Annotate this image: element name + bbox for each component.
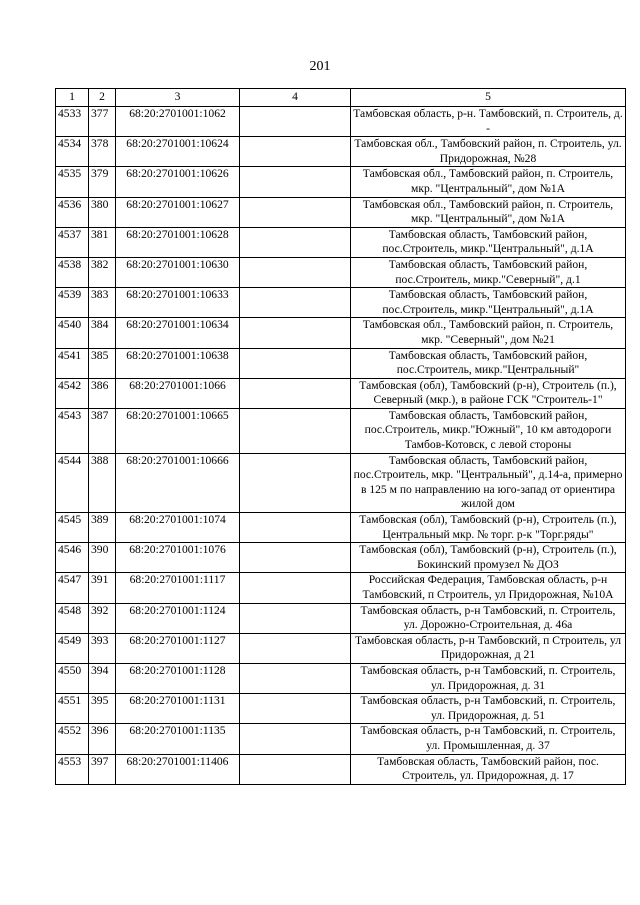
column-header: 4: [240, 89, 351, 107]
column-4-cell: [240, 724, 351, 754]
row-subnumber-cell: 387: [89, 408, 116, 453]
table-row: [56, 378, 626, 408]
cadastral-number-cell: 68:20:2701001:10628: [116, 227, 240, 257]
row-number-cell: 4544: [56, 453, 89, 512]
cadastral-number-cell: 68:20:2701001:10624: [116, 137, 240, 167]
column-4-cell: [240, 378, 351, 408]
cadastral-number-cell: 68:20:2701001:1128: [116, 663, 240, 693]
row-number-cell: 4548: [56, 603, 89, 633]
cadastral-number-cell: 68:20:2701001:10665: [116, 408, 240, 453]
column-4-cell: [240, 543, 351, 573]
table-row: [56, 633, 626, 663]
address-cell: Тамбовская обл., Тамбовский район, п. Строитель, мкр. "Центральный", дом №1А: [351, 197, 626, 227]
column-4-cell: [240, 107, 351, 137]
cadastral-number-cell: 68:20:2701001:10638: [116, 348, 240, 378]
address-cell: Тамбовская (обл), Тамбовский (р-н), Строитель (п.), Центральный мкр. № торг. р-к "Торг.ряды": [351, 513, 626, 543]
row-number-cell: 4539: [56, 288, 89, 318]
row-subnumber-cell: 377: [89, 107, 116, 137]
header-row: [56, 89, 626, 107]
table-row: [56, 227, 626, 257]
row-number-cell: 4534: [56, 137, 89, 167]
row-number-cell: 4541: [56, 348, 89, 378]
row-subnumber-cell: 379: [89, 167, 116, 197]
address-cell: Тамбовская область, р-н Тамбовский, п. Строитель, ул. Промышленная, д. 37: [351, 724, 626, 754]
row-number-cell: 4537: [56, 227, 89, 257]
row-subnumber-cell: 389: [89, 513, 116, 543]
row-subnumber-cell: 378: [89, 137, 116, 167]
cadastral-number-cell: 68:20:2701001:1062: [116, 107, 240, 137]
cadastral-number-cell: 68:20:2701001:11406: [116, 754, 240, 784]
cadastral-number-cell: 68:20:2701001:1117: [116, 573, 240, 603]
row-number-cell: 4552: [56, 724, 89, 754]
row-number-cell: 4549: [56, 633, 89, 663]
row-number-cell: 4538: [56, 257, 89, 287]
address-cell: Тамбовская область, р-н. Тамбовский, п. Строитель, д. -: [351, 107, 626, 137]
address-cell: Российская Федерация, Тамбовская область, р-н Тамбовский, п Строитель, ул Придорожная, №10А: [351, 573, 626, 603]
column-header: 1: [56, 89, 89, 107]
table-row: [56, 348, 626, 378]
table-row: [56, 543, 626, 573]
table-row: [56, 197, 626, 227]
address-cell: Тамбовская область, р-н Тамбовский, п. Строитель, ул. Придорожная, д. 51: [351, 694, 626, 724]
column-4-cell: [240, 754, 351, 784]
column-4-cell: [240, 318, 351, 348]
table-row: [56, 288, 626, 318]
page-number: 201: [309, 59, 331, 74]
row-subnumber-cell: 381: [89, 227, 116, 257]
row-subnumber-cell: 394: [89, 663, 116, 693]
column-4-cell: [240, 603, 351, 633]
column-4-cell: [240, 197, 351, 227]
row-number-cell: 4533: [56, 107, 89, 137]
row-subnumber-cell: 396: [89, 724, 116, 754]
address-cell: Тамбовская область, Тамбовский район, пос.Строитель, микр."Северный", д.1: [351, 257, 626, 287]
address-cell: Тамбовская область, р-н Тамбовский, п. Строитель, ул. Придорожная, д. 31: [351, 663, 626, 693]
address-cell: Тамбовская (обл), Тамбовский (р-н), Строитель (п.), Северный (мкр.), в районе ГСК "Строитель-1": [351, 378, 626, 408]
column-header: 5: [351, 89, 626, 107]
cadastral-number-cell: 68:20:2701001:1066: [116, 378, 240, 408]
table-row: [56, 573, 626, 603]
address-cell: Тамбовская обл., Тамбовский район, п. Строитель, ул. Придорожная, №28: [351, 137, 626, 167]
table-row: [56, 513, 626, 543]
table-row: [56, 603, 626, 633]
row-number-cell: 4553: [56, 754, 89, 784]
table-row: [56, 663, 626, 693]
row-subnumber-cell: 395: [89, 694, 116, 724]
column-4-cell: [240, 573, 351, 603]
row-subnumber-cell: 393: [89, 633, 116, 663]
column-4-cell: [240, 663, 351, 693]
row-subnumber-cell: 385: [89, 348, 116, 378]
row-subnumber-cell: 388: [89, 453, 116, 512]
column-header: 2: [89, 89, 116, 107]
table-row: [56, 694, 626, 724]
row-subnumber-cell: 391: [89, 573, 116, 603]
cadastral-number-cell: 68:20:2701001:1131: [116, 694, 240, 724]
column-4-cell: [240, 633, 351, 663]
row-number-cell: 4545: [56, 513, 89, 543]
cadastral-number-cell: 68:20:2701001:10627: [116, 197, 240, 227]
table-row: [56, 137, 626, 167]
address-cell: Тамбовская область, Тамбовский район, пос.Строитель, мкр. "Центральный", д.14-а, примерно в 125 м по направлению на юго-запад от ориентира жилой дом: [351, 453, 626, 512]
cadastral-number-cell: 68:20:2701001:10630: [116, 257, 240, 287]
row-subnumber-cell: 397: [89, 754, 116, 784]
table-row: [56, 318, 626, 348]
column-4-cell: [240, 694, 351, 724]
row-subnumber-cell: 380: [89, 197, 116, 227]
row-subnumber-cell: 382: [89, 257, 116, 287]
registry-table: [55, 88, 626, 785]
cadastral-number-cell: 68:20:2701001:1076: [116, 543, 240, 573]
table-row: [56, 453, 626, 512]
address-cell: Тамбовская обл., Тамбовский район, п. Строитель, мкр. "Северный", дом №21: [351, 318, 626, 348]
row-number-cell: 4547: [56, 573, 89, 603]
table-row: [56, 167, 626, 197]
row-number-cell: 4543: [56, 408, 89, 453]
table-row: [56, 408, 626, 453]
table-row: [56, 724, 626, 754]
row-number-cell: 4542: [56, 378, 89, 408]
row-number-cell: 4536: [56, 197, 89, 227]
column-4-cell: [240, 257, 351, 287]
column-4-cell: [240, 288, 351, 318]
table-row: [56, 107, 626, 137]
address-cell: Тамбовская область, Тамбовский район, пос.Строитель, микр."Центральный", д.1А: [351, 227, 626, 257]
cadastral-number-cell: 68:20:2701001:1135: [116, 724, 240, 754]
cadastral-number-cell: 68:20:2701001:10626: [116, 167, 240, 197]
table-row: [56, 754, 626, 784]
row-number-cell: 4546: [56, 543, 89, 573]
row-subnumber-cell: 384: [89, 318, 116, 348]
row-subnumber-cell: 383: [89, 288, 116, 318]
cadastral-number-cell: 68:20:2701001:1124: [116, 603, 240, 633]
column-header: 3: [116, 89, 240, 107]
column-4-cell: [240, 227, 351, 257]
column-4-cell: [240, 408, 351, 453]
cadastral-number-cell: 68:20:2701001:10633: [116, 288, 240, 318]
row-number-cell: 4551: [56, 694, 89, 724]
column-4-cell: [240, 348, 351, 378]
column-4-cell: [240, 167, 351, 197]
cadastral-number-cell: 68:20:2701001:1074: [116, 513, 240, 543]
address-cell: Тамбовская область, Тамбовский район, пос.Строитель, микр."Центральный": [351, 348, 626, 378]
cadastral-number-cell: 68:20:2701001:10634: [116, 318, 240, 348]
address-cell: Тамбовская (обл), Тамбовский (р-н), Строитель (п.), Бокинский промузел № ДОЗ: [351, 543, 626, 573]
cadastral-number-cell: 68:20:2701001:10666: [116, 453, 240, 512]
address-cell: Тамбовская область, Тамбовский район, пос.Строитель, микр."Центральный", д.1А: [351, 288, 626, 318]
address-cell: Тамбовская область, р-н Тамбовский, п Строитель, ул Придорожная, д 21: [351, 633, 626, 663]
address-cell: Тамбовская область, р-н Тамбовский, п. Строитель, ул. Дорожно-Строительная, д. 46а: [351, 603, 626, 633]
row-subnumber-cell: 390: [89, 543, 116, 573]
row-number-cell: 4535: [56, 167, 89, 197]
row-number-cell: 4540: [56, 318, 89, 348]
column-4-cell: [240, 513, 351, 543]
address-cell: Тамбовская область, Тамбовский район, пос. Строитель, ул. Придорожная, д. 17: [351, 754, 626, 784]
address-cell: Тамбовская обл., Тамбовский район, п. Строитель, мкр. "Центральный", дом №1А: [351, 167, 626, 197]
table-row: [56, 257, 626, 287]
row-number-cell: 4550: [56, 663, 89, 693]
address-cell: Тамбовская область, Тамбовский район, пос.Строитель, микр."Южный", 10 км автодороги Тамбов-Котовск, с левой стороны: [351, 408, 626, 453]
row-subnumber-cell: 386: [89, 378, 116, 408]
column-4-cell: [240, 137, 351, 167]
column-4-cell: [240, 453, 351, 512]
row-subnumber-cell: 392: [89, 603, 116, 633]
cadastral-number-cell: 68:20:2701001:1127: [116, 633, 240, 663]
